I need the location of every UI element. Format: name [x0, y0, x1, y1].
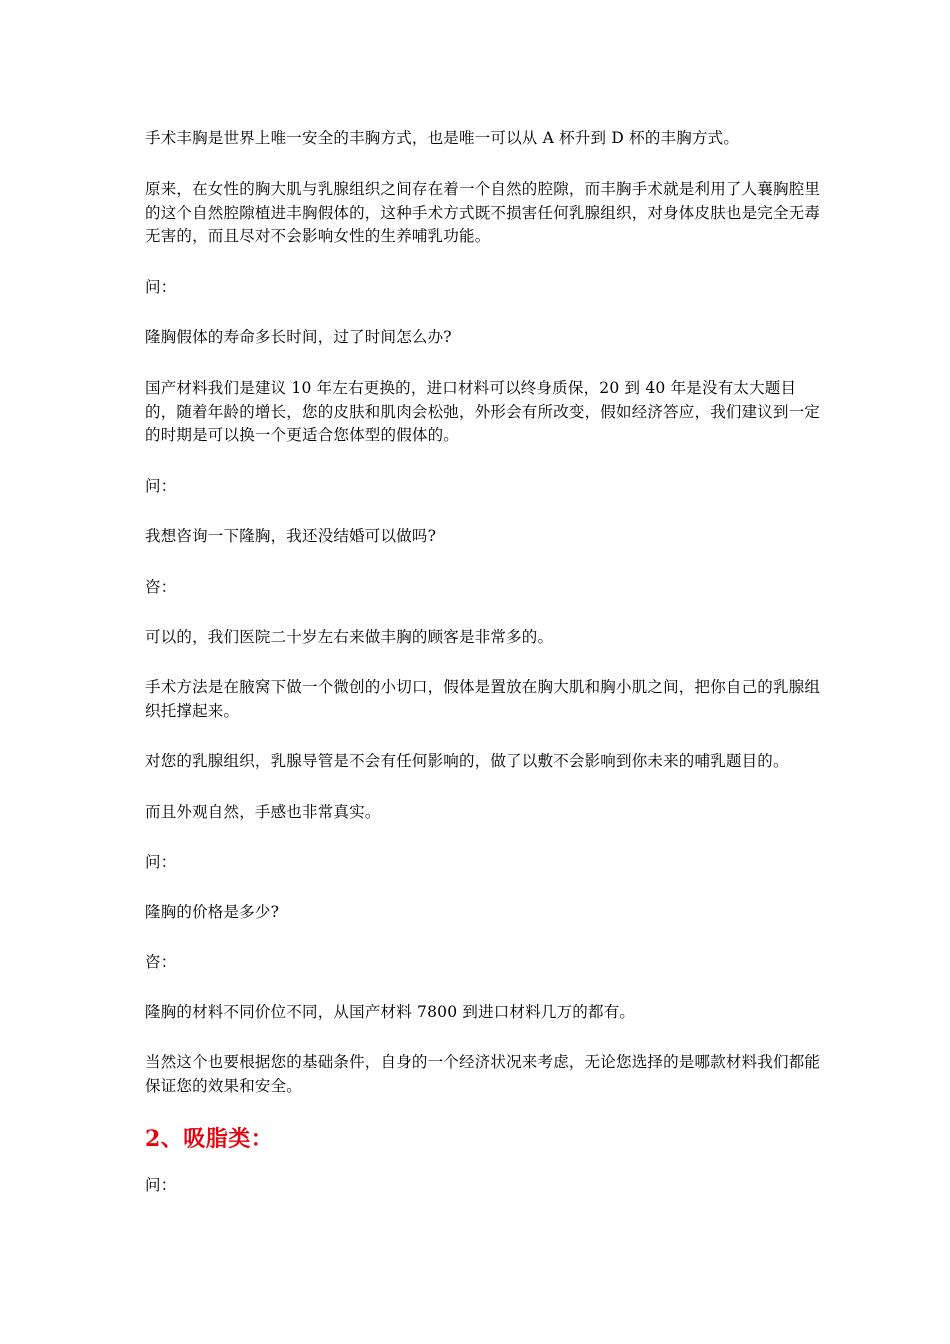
question-label: 问： — [145, 477, 177, 495]
question-label: 问： — [145, 278, 177, 296]
answer-text: 国产材料我们是建议 10 年左右更换的，进口材料可以终身质保，20 到 40 年是没有太大题目的，随着年龄的增长，您的皮肤和肌肉会松弛，外形会有所改变，假如经济答应，我们建议到一定的时期是可以换一个更适合您体型的假体的。 — [145, 379, 821, 444]
answer-text: 手术方法是在腋窝下做一个微创的小切口，假体是置放在胸大肌和胸小肌之间，把你自己的乳腺组织托撑起来。 — [145, 678, 821, 720]
answer-label: 咨： — [145, 578, 177, 596]
answer-text: 当然这个也要根据您的基础条件，自身的一个经济状况来考虑，无论您选择的是哪款材料我们都能保证您的效果和安全。 — [145, 1053, 821, 1095]
question-label: 问： — [145, 1176, 177, 1194]
question-text: 隆胸的价格是多少? — [145, 903, 280, 921]
question-text: 隆胸假体的寿命多长时间，过了时间怎么办? — [145, 328, 452, 346]
answer-text: 对您的乳腺组织，乳腺导管是不会有任何影响的，做了以敷不会影响到你未来的哺乳题目的。 — [145, 752, 789, 770]
question-text: 我想咨询一下隆胸，我还没结婚可以做吗? — [145, 527, 437, 545]
question-label: 问： — [145, 853, 177, 871]
paragraph-explanation: 原来，在女性的胸大肌与乳腺组织之间存在着一个自然的腔隙，而丰胸手术就是利用了人襄胸腔里的这个自然腔隙植进丰胸假体的，这种手术方式既不损害任何乳腺组织，对身体皮肤也是完全无毒无害的，而且尽对不会影响女性的生养哺乳功能。 — [145, 180, 821, 245]
answer-text: 而且外观自然，手感也非常真实。 — [145, 803, 381, 821]
section-heading: 2、吸脂类： — [145, 1126, 274, 1152]
answer-text: 隆胸的材料不同价位不同，从国产材料 7800 到进口材料几万的都有。 — [145, 1003, 636, 1021]
answer-text: 可以的，我们医院二十岁左右来做丰胸的顾客是非常多的。 — [145, 628, 554, 646]
paragraph-intro: 手术丰胸是世界上唯一安全的丰胸方式，也是唯一可以从 A 杯升到 D 杯的丰胸方式。 — [145, 129, 740, 147]
answer-label: 咨： — [145, 953, 177, 971]
